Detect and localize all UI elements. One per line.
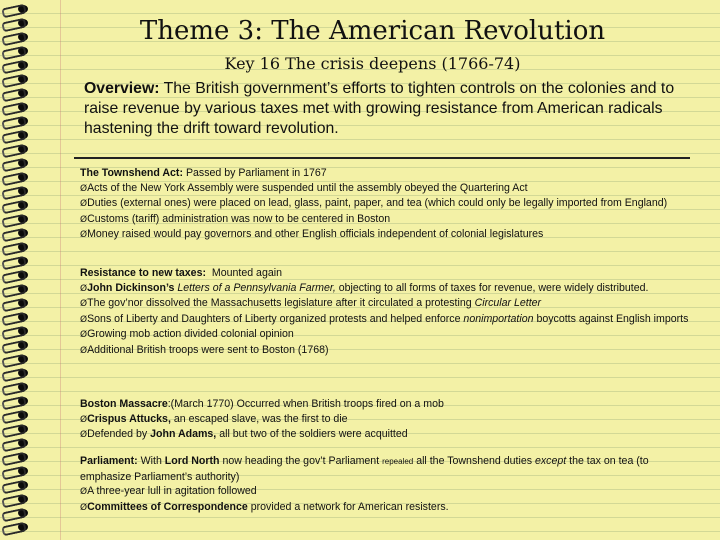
resistance-bullet-4: Growing mob action divided colonial opinion (87, 328, 294, 340)
spiral-wire (1, 256, 27, 271)
spiral-wire (1, 74, 27, 89)
spiral-ring (2, 74, 28, 84)
resistance-section (80, 266, 700, 358)
page-subtitle: Key 16 The crisis deepens (1766-74) (224, 54, 521, 73)
spiral-ring (2, 382, 28, 392)
bullet-arrow-icon: Ø (80, 502, 88, 513)
parliament-section (80, 454, 700, 515)
parliament-intro-mid: now heading the gov’t Parliament (222, 455, 380, 467)
spiral-ring (2, 200, 28, 210)
spiral-ring (2, 284, 28, 294)
overview-paragraph (84, 79, 704, 139)
resistance-b3-post: boycotts against English imports (536, 312, 689, 325)
spiral-ring (2, 466, 28, 476)
spiral-wire (1, 382, 27, 397)
townshend-bullet-4: Money raised would pay governors and other English officials independent of colonial legislatures (87, 228, 544, 240)
spiral-ring (2, 158, 28, 168)
bullet-arrow-icon: Ø (80, 430, 88, 440)
spiral-wire (1, 242, 27, 257)
spiral-ring (2, 298, 28, 308)
spiral-wire (1, 116, 27, 131)
spiral-ring (2, 368, 28, 378)
spiral-ring (2, 312, 28, 322)
spiral-wire (1, 452, 27, 467)
overview-label: Overview: (84, 80, 160, 97)
townshend-bullet-2: Duties (external ones) were placed on lead, glass, paint, paper, and tea (which could only be legally imported from England) (87, 197, 668, 209)
spiral-ring (2, 354, 28, 364)
resistance-b2-pre: The gov’nor dissolved the Massachusetts legislature after it circulated a protesting (87, 297, 472, 309)
parliament-intro-pre: With (140, 455, 162, 467)
spiral-ring (2, 340, 28, 350)
resistance-b3-pre: Sons of Liberty and Daughters of Liberty organized protests and helped enforce (87, 312, 461, 325)
divider (74, 157, 690, 159)
spiral-wire (1, 494, 27, 509)
resistance-b1-rest: objecting to all forms of taxes for revenue, were widely distributed. (338, 281, 649, 294)
spiral-wire (1, 438, 27, 453)
parliament-intro-small: repealed (382, 457, 414, 466)
spiral-ring (2, 228, 28, 238)
bullet-arrow-icon: Ø (80, 199, 88, 209)
spiral-ring (2, 396, 28, 406)
parliament-b2-rest: provided a network for American resisters. (250, 500, 449, 513)
townshend-section (80, 166, 700, 243)
spiral-wire (1, 158, 27, 173)
spiral-ring (2, 186, 28, 196)
spiral-wire (1, 172, 27, 187)
spiral-ring (2, 144, 28, 154)
parliament-b2-bold: Committees of Correspondence (87, 500, 248, 513)
spiral-wire (1, 214, 27, 229)
parliament-bullet-1: A three-year lull in agitation followed (87, 485, 257, 497)
spiral-ring (2, 172, 28, 182)
spiral-ring (2, 522, 28, 532)
spiral-wire (1, 326, 27, 341)
spiral-wire (1, 368, 27, 383)
spiral-wire (1, 410, 27, 425)
spiral-ring (2, 508, 28, 518)
overview-text: The British government’s efforts to tighten controls on the colonies and to raise revenue by various taxes met with growing resistance from American radicals hastening the drift toward revolution. (84, 80, 675, 137)
massacre-b1-rest: an escaped slave, was the first to die (173, 412, 348, 425)
spiral-ring (2, 424, 28, 434)
spiral-wire (1, 480, 27, 495)
spiral-wire (1, 228, 27, 243)
bullet-arrow-icon: Ø (80, 345, 88, 356)
parliament-heading: Parliament: (80, 455, 138, 467)
spiral-wire (1, 354, 27, 369)
massacre-heading: Boston Massacre (80, 398, 168, 410)
spiral-wire (1, 424, 27, 439)
spiral-ring (2, 102, 28, 112)
spiral-wire (1, 466, 27, 481)
parliament-intro-mid2: all the Townshend duties (416, 455, 533, 467)
spiral-wire (1, 200, 27, 215)
massacre-intro: :(March 1770) Occurred when British troops fired on a mob (167, 398, 444, 410)
spiral-wire (1, 396, 27, 411)
spiral-wire (1, 312, 27, 327)
spiral-wire (1, 522, 27, 537)
page-title: Theme 3: The American Revolution (139, 16, 606, 46)
parliament-intro-post: the tax on tea (to emphasize Parliament’s authority) (80, 455, 649, 483)
spiral-wire (1, 284, 27, 299)
spiral-wire (1, 144, 27, 159)
spiral-ring (2, 326, 28, 336)
spiral-ring (2, 256, 28, 266)
spiral-wire (1, 298, 27, 313)
spiral-wire (1, 130, 27, 145)
spiral-wire (1, 88, 27, 103)
bullet-arrow-icon: Ø (80, 230, 88, 240)
resistance-heading: Resistance to new taxes: (80, 267, 206, 279)
bullet-arrow-icon: Ø (80, 314, 88, 325)
bullet-arrow-icon: Ø (80, 183, 88, 194)
spiral-ring (2, 116, 28, 126)
spiral-wire (1, 270, 27, 285)
spiral-wire (1, 102, 27, 117)
spiral-ring (2, 130, 28, 140)
spiral-ring (2, 4, 28, 14)
parliament-intro-italic: except (534, 455, 567, 467)
bullet-arrow-icon: Ø (80, 283, 88, 294)
spiral-wire (1, 508, 27, 523)
bullet-arrow-icon: Ø (80, 330, 88, 340)
spiral-wire (1, 340, 27, 355)
spiral-ring (2, 438, 28, 448)
bullet-arrow-icon: Ø (80, 214, 88, 225)
spiral-ring (2, 410, 28, 420)
resistance-intro: Mounted again (211, 267, 282, 279)
spiral-ring (2, 270, 28, 280)
resistance-bullet-5: Additional British troops were sent to Boston (1768) (87, 343, 329, 356)
spiral-ring (2, 494, 28, 504)
massacre-b2-pre: Defended by (87, 428, 148, 440)
spiral-ring (2, 88, 28, 98)
townshend-intro: Passed by Parliament in 1767 (185, 167, 327, 179)
townshend-bullet-1: Acts of the New York Assembly were suspended until the assembly obeyed the Quartering Act (87, 181, 528, 194)
massacre-b1-bold: Crispus Attucks, (87, 412, 171, 425)
townshend-heading: The Townshend Act: (80, 167, 183, 179)
parliament-intro-bold: Lord North (164, 455, 220, 467)
bullet-arrow-icon: Ø (80, 487, 88, 497)
townshend-bullet-3: Customs (tariff) administration was now to be centered in Boston (87, 212, 391, 225)
resistance-b3-italic: nonimportation (463, 312, 534, 325)
margin-line (60, 0, 61, 540)
massacre-b2-bold: John Adams, (150, 428, 217, 440)
bullet-arrow-icon: Ø (80, 299, 88, 309)
massacre-section (80, 397, 700, 443)
spiral-ring (2, 242, 28, 252)
bullet-arrow-icon: Ø (80, 414, 88, 425)
resistance-b1-bold: John Dickinson’s (87, 281, 175, 294)
spiral-ring (2, 480, 28, 490)
spiral-binding (0, 0, 36, 540)
spiral-ring (2, 214, 28, 224)
resistance-b2-italic: Circular Letter (474, 297, 542, 309)
massacre-b2-post: all but two of the soldiers were acquitted (219, 428, 408, 440)
resistance-b1-italic: Letters of a Pennsylvania Farmer, (177, 281, 336, 294)
spiral-ring (2, 452, 28, 462)
spiral-wire (1, 186, 27, 201)
